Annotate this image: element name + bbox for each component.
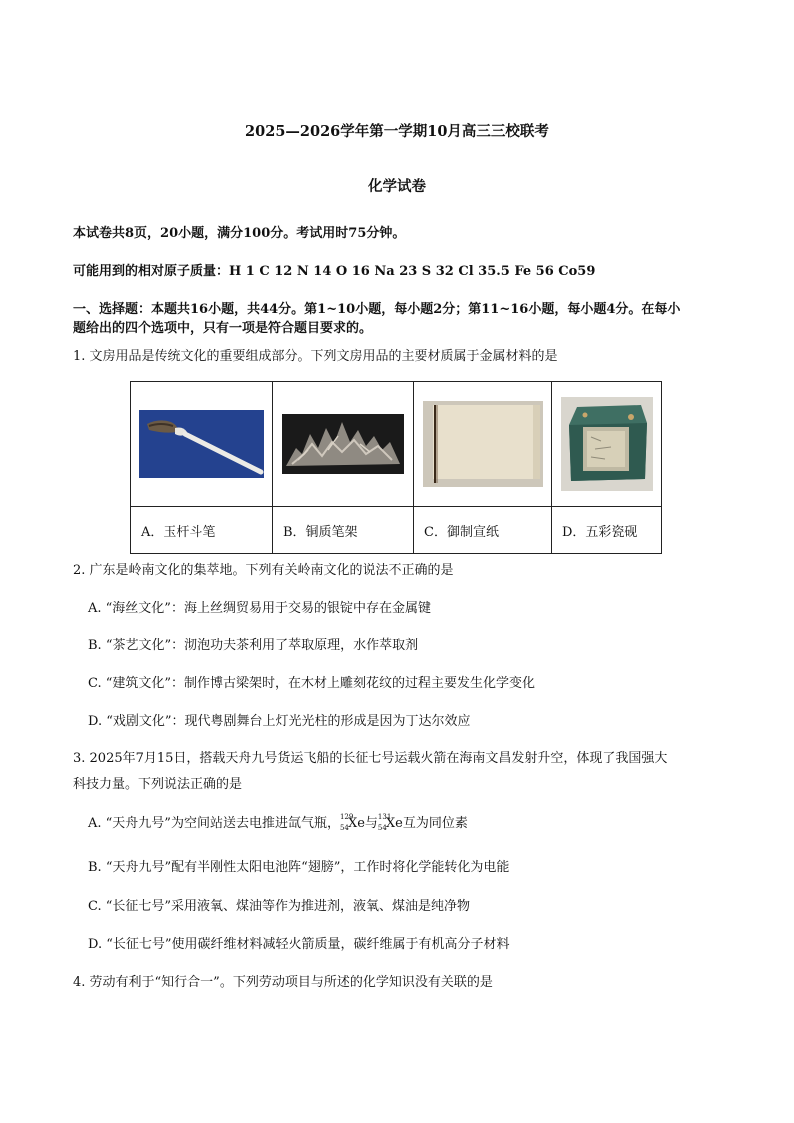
section-heading: 一、选择题：本题共16小题，共44分。第1~10小题，每小题2分；第11~16小题，每小题4分。在每小 bbox=[73, 302, 681, 317]
jade-brush-image bbox=[139, 410, 264, 478]
option-a-text: A. “天舟九号”为空间站送去电推进氙气瓶， bbox=[88, 816, 340, 831]
and-text: 与 bbox=[364, 816, 378, 831]
subject-title: 化学试卷 bbox=[368, 178, 426, 195]
question-3-stem: 3. 2025年7月15日，搭载天舟九号货运飞船的长征七号运载火箭在海南文昌发射升空，体现了我国强大 bbox=[73, 751, 668, 766]
bronze-brush-rest-image bbox=[282, 414, 404, 474]
option-b-image-cell bbox=[273, 382, 414, 507]
option-a-label: A．玉杆斗笔 bbox=[131, 507, 273, 554]
question-1-stem: 1. 文房用品是传统文化的重要组成部分。下列文房用品的主要材质属于金属材料的是 bbox=[73, 349, 558, 364]
xe-symbol: Xe bbox=[347, 816, 365, 831]
exam-title: 2025—2026学年第一学期10月高三三校联考 bbox=[245, 123, 549, 140]
option-d-label: D．五彩瓷砚 bbox=[552, 507, 662, 554]
question-3-option-d: D. “长征七号”使用碳纤维材料减轻火箭质量，碳纤维属于有机高分子材料 bbox=[88, 937, 510, 952]
atomic-mass-info: 可能用到的相对原子质量：H 1 C 12 N 14 O 16 Na 23 S 32 Cl 35.5 Fe 56 Co59 bbox=[73, 264, 596, 279]
question-2-option-a: A. “海丝文化”：海上丝绸贸易用于交易的银锭中存在金属键 bbox=[88, 601, 431, 616]
question-3-stem-cont: 科技力量。下列说法正确的是 bbox=[73, 777, 243, 792]
option-d-image-cell bbox=[552, 382, 662, 507]
xuan-paper-image bbox=[423, 401, 543, 487]
question-3-option-c: C. “长征七号”采用液氧、煤油等作为推进剂，液氧、煤油是纯净物 bbox=[88, 899, 471, 914]
xe-symbol-2: Xe bbox=[385, 816, 403, 831]
question-2-option-d: D. “戏剧文化”：现代粤剧舞台上灯光光柱的形成是因为丁达尔效应 bbox=[88, 714, 471, 729]
question-2-stem: 2. 广东是岭南文化的集萃地。下列有关岭南文化的说法不正确的是 bbox=[73, 563, 454, 578]
question-3-option-a bbox=[88, 812, 468, 832]
question-3-option-b: B. “天舟九号”配有半刚性太阳电池阵“翅膀”，工作时将化学能转化为电能 bbox=[88, 860, 510, 875]
option-a-image-cell bbox=[131, 382, 273, 507]
section-heading-cont: 题给出的四个选项中，只有一项是符合题目要求的。 bbox=[73, 321, 373, 336]
option-c-image-cell bbox=[414, 382, 552, 507]
xe129-nuclide: 129 54 bbox=[339, 812, 354, 832]
xe131-nuclide: 131 54 bbox=[377, 812, 392, 832]
question-2-option-c: C. “建筑文化”：制作博古梁架时，在木材上雕刻花纹的过程主要发生化学变化 bbox=[88, 676, 536, 691]
question-4-stem: 4. 劳动有利于“知行合一”。下列劳动项目与所述的化学知识没有关联的是 bbox=[73, 975, 493, 990]
option-b-label: B．铜质笔架 bbox=[273, 507, 414, 554]
option-c-label: C．御制宣纸 bbox=[414, 507, 552, 554]
question-2-option-b: B. “茶艺文化”：沏泡功夫茶利用了萃取原理，水作萃取剂 bbox=[88, 638, 419, 653]
option-a-text-end: 互为同位素 bbox=[402, 816, 468, 831]
porcelain-inkstone-image bbox=[561, 397, 653, 491]
exam-info: 本试卷共8页，20小题，满分100分。考试用时75分钟。 bbox=[73, 226, 406, 241]
question-1-table bbox=[130, 381, 662, 554]
